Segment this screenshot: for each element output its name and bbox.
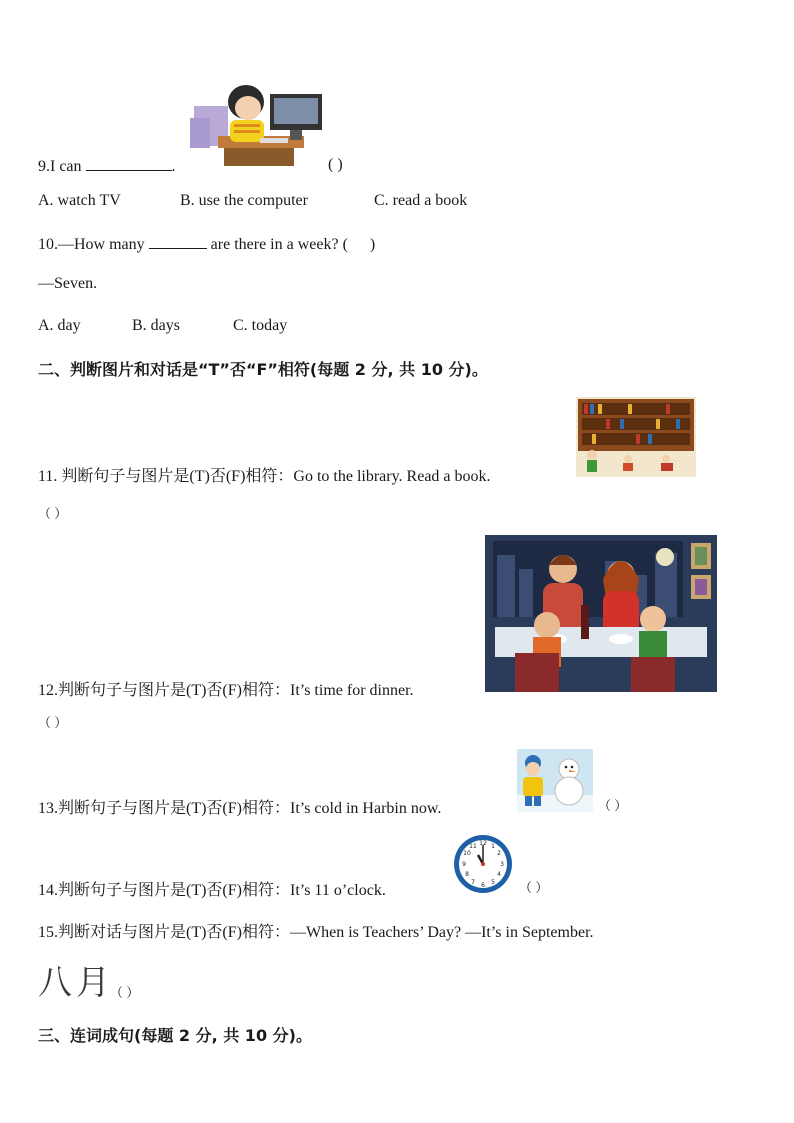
q13-text: 13.判断句子与图片是(T)否(F)相符：It’s cold in Harbin now.: [38, 800, 442, 817]
svg-text:4: 4: [497, 871, 501, 878]
q9-question-suffix: .: [171, 158, 176, 175]
svg-text:11: 11: [469, 843, 477, 850]
q10-question-suffix: are there in a week? (: [210, 236, 348, 253]
q9-option-b[interactable]: B. use the computer: [180, 192, 308, 209]
family-dinner-image: [485, 535, 717, 692]
svg-text:8: 8: [465, 871, 469, 878]
svg-text:1: 1: [491, 843, 495, 850]
q9-option-a[interactable]: A. watch TV: [38, 192, 121, 209]
svg-text:9: 9: [462, 861, 466, 868]
library-image: [576, 397, 696, 477]
clock-image: [453, 834, 513, 894]
q12-text: 12.判断句子与图片是(T)否(F)相符：It’s time for dinner.: [38, 682, 414, 699]
q14-answer-paren[interactable]: （ ）: [519, 880, 549, 895]
q10-answer: —Seven.: [38, 275, 98, 292]
q10-paren-close: ): [369, 236, 376, 253]
svg-text:10: 10: [463, 850, 471, 857]
q15-answer-paren[interactable]: （ ）: [110, 985, 140, 1000]
boy-computer-image: [190, 78, 328, 170]
q10-option-a[interactable]: A. day: [38, 317, 81, 334]
section3-heading: 三、连词成句(每题 2 分, 共 10 分)。: [38, 1026, 312, 1045]
svg-text:7: 7: [471, 879, 475, 886]
q12-answer-paren[interactable]: （ ）: [38, 715, 68, 730]
q14-text: 14.判断句子与图片是(T)否(F)相符：It’s 11 o’clock.: [38, 882, 386, 899]
q9-answer-blank[interactable]: [86, 156, 172, 171]
q11-answer-paren[interactable]: （ ）: [38, 506, 68, 521]
q10-answer-blank[interactable]: [149, 234, 207, 249]
august-image-text: 八月: [38, 963, 114, 1003]
q13-answer-paren[interactable]: （ ）: [598, 798, 628, 813]
q15-text: 15.判断对话与图片是(T)否(F)相符：—When is Teachers’ Day? —It’s in September.: [38, 924, 594, 941]
q10-option-b[interactable]: B. days: [132, 317, 180, 334]
svg-text:6: 6: [481, 882, 485, 889]
snowman-image: [517, 749, 593, 812]
q10-option-c[interactable]: C. today: [233, 317, 288, 334]
section2-heading: 二、判断图片和对话是“T”否“F”相符(每题 2 分, 共 10 分)。: [38, 360, 488, 379]
svg-text:5: 5: [491, 879, 495, 886]
svg-text:12: 12: [479, 840, 487, 847]
q9-option-c[interactable]: C. read a book: [374, 192, 468, 209]
q10-question-prefix: 10.—How many: [38, 236, 145, 253]
q9-answer-paren[interactable]: ( ): [328, 156, 343, 173]
q9-question-prefix: 9.I can: [38, 158, 82, 175]
svg-text:2: 2: [497, 850, 501, 857]
q11-text: 11. 判断句子与图片是(T)否(F)相符：Go to the library. Read a book.: [38, 468, 491, 485]
svg-text:3: 3: [500, 861, 504, 868]
